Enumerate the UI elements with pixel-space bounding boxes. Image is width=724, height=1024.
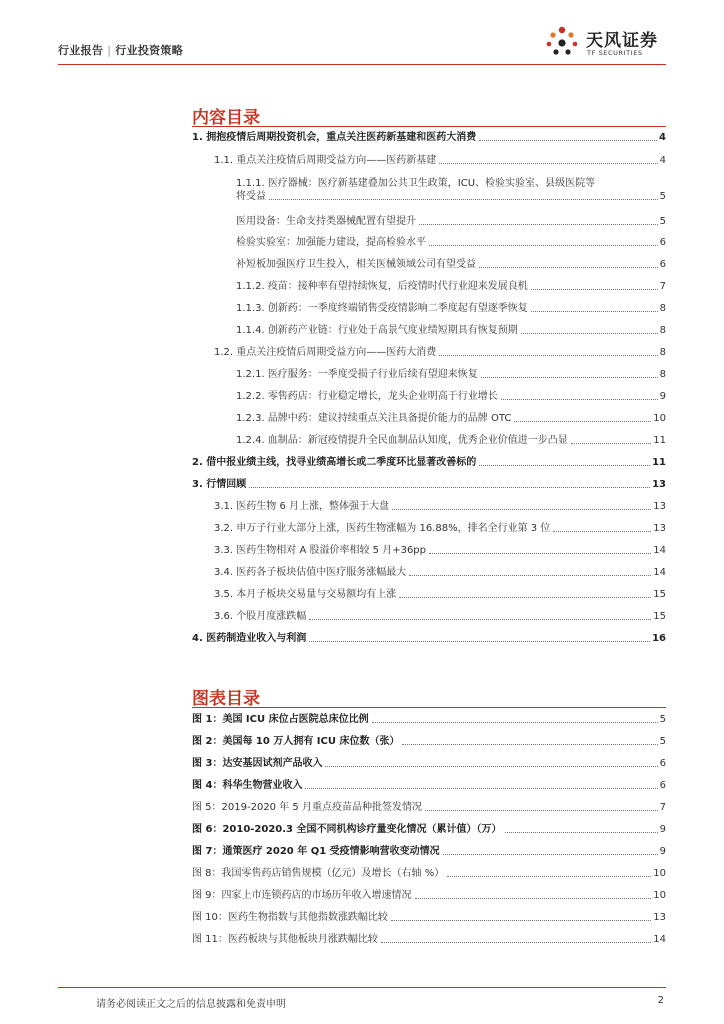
- figure-entry[interactable]: 图 5：2019-2020 年 5 月重点疫苗品种批签发情况 7: [192, 802, 666, 813]
- logo-icon: [544, 24, 580, 60]
- figure-entry[interactable]: 图 9：四家上市连锁药店的市场历年收入增速情况 10: [192, 890, 666, 901]
- header-divider: [58, 64, 666, 65]
- toc-entry[interactable]: 1. 拥抱疫情后周期投资机会，重点关注医药新基建和医药大消费 4: [192, 132, 666, 143]
- toc-entry[interactable]: 3.2. 申万子行业大部分上涨，医药生物涨幅为 16.88%，排名全行业第 3 位 13: [214, 523, 666, 534]
- figure-entry[interactable]: 图 3：达安基因试剂产品收入 6: [192, 758, 666, 769]
- figure-entry[interactable]: 图 1：美国 ICU 床位占医院总床位比例 5: [192, 714, 666, 725]
- figure-entry[interactable]: 图 2：美国每 10 万人拥有 ICU 床位数（张） 5: [192, 736, 666, 747]
- toc-entry[interactable]: 3.4. 医药各子板块估值中医疗服务涨幅最大 14: [214, 567, 666, 578]
- toc-entry[interactable]: 3. 行情回顾 13: [192, 479, 666, 490]
- toc-entry[interactable]: 检验实验室：加强能力建设，提高检验水平 6: [236, 237, 666, 248]
- figure-entry[interactable]: 图 7：通策医疗 2020 年 Q1 受疫情影响营收变动情况 9: [192, 846, 666, 857]
- report-type: 行业报告: [58, 44, 104, 57]
- toc-title: 内容目录: [192, 108, 260, 128]
- report-category: [58, 42, 183, 58]
- toc-entry[interactable]: 补短板加强医疗卫生投入，相关医械领域公司有望受益 6: [236, 259, 666, 270]
- figure-entry[interactable]: 图 6：2010-2020.3 全国不同机构诊疗量变化情况（累计值）（万） 9: [192, 824, 666, 835]
- report-subtype: 行业投资策略: [115, 44, 184, 57]
- toc-entry[interactable]: 1.1. 重点关注疫情后周期受益方向——医药新基建 4: [214, 155, 666, 166]
- header-separator: |: [107, 44, 112, 57]
- toc-entry[interactable]: 2. 借中报业绩主线，找寻业绩高增长或二季度环比显著改善标的 11: [192, 457, 666, 468]
- toc-entry[interactable]: 1.1.3. 创新药：一季度终端销售受疫情影响二季度起有望逐季恢复 8: [236, 303, 666, 314]
- toc-entry[interactable]: 3.5. 本月子板块交易量与交易额均有上涨 15: [214, 589, 666, 600]
- toc-entry[interactable]: 3.1. 医药生物 6 月上涨，整体强于大盘 13: [214, 501, 666, 512]
- logo-name-en: TF SECURITIES: [587, 49, 643, 57]
- toc-entry[interactable]: 3.3. 医药生物相对 A 股溢价率相较 5 月+36pp 14: [214, 545, 666, 556]
- toc-entry[interactable]: 1.2.2. 零售药店：行业稳定增长，龙头企业明高于行业增长 9: [236, 391, 666, 402]
- figures-title: 图表目录: [192, 689, 260, 709]
- figures-title-underline: [192, 707, 666, 708]
- page-number: 2: [657, 995, 664, 1006]
- toc-entry[interactable]: 1.2. 重点关注疫情后周期受益方向——医药大消费 8: [214, 347, 666, 358]
- toc-entry[interactable]: 1.2.3. 品牌中药：建议持续重点关注具备提价能力的品牌 OTC 10: [236, 413, 666, 424]
- figure-entry[interactable]: 图 4：科华生物营业收入 6: [192, 780, 666, 791]
- figure-entry[interactable]: 图 11：医药板块与其他板块月涨跌幅比较 14: [192, 934, 666, 945]
- toc-entry[interactable]: 1.1.2. 疫苗：接种率有望持续恢复，后疫情时代行业迎来发展良机 7: [236, 281, 666, 292]
- toc-title-underline: [192, 126, 666, 127]
- toc-entry[interactable]: 1.1.4. 创新药产业链：行业处于高景气度业绩短期具有恢复预期 8: [236, 325, 666, 336]
- toc-entry[interactable]: 医用设备：生命支持类器械配置有望提升 5: [236, 216, 666, 227]
- footer-disclaimer: 请务必阅读正文之后的信息披露和免责申明: [96, 999, 286, 1010]
- toc-entry[interactable]: 3.6. 个股月度涨跌幅 15: [214, 611, 666, 622]
- toc-entry[interactable]: 1.2.1. 医疗服务：一季度受损子行业后续有望迎来恢复 8: [236, 369, 666, 380]
- logo-name-cn: 天风证券: [586, 31, 658, 51]
- figure-entry[interactable]: 图 10：医药生物指数与其他指数涨跌幅比较 13: [192, 912, 666, 923]
- toc-entry[interactable]: 4. 医药制造业收入与利润 16: [192, 633, 666, 644]
- company-logo: [544, 20, 666, 62]
- toc-entry[interactable]: 1.2.4. 血制品：新冠疫情提升全民血制品认知度，优秀企业价值进一步凸显 11: [236, 435, 666, 446]
- toc-entry[interactable]: 1.1.1. 医疗器械：医疗新基建叠加公共卫生政策，ICU、检验实验室、县级医院等 将受益 5: [236, 178, 666, 202]
- figure-entry[interactable]: 图 8：我国零售药店销售规模（亿元）及增长（右轴 %） 10: [192, 868, 666, 879]
- page-header: [58, 20, 666, 72]
- footer-divider: [58, 987, 666, 988]
